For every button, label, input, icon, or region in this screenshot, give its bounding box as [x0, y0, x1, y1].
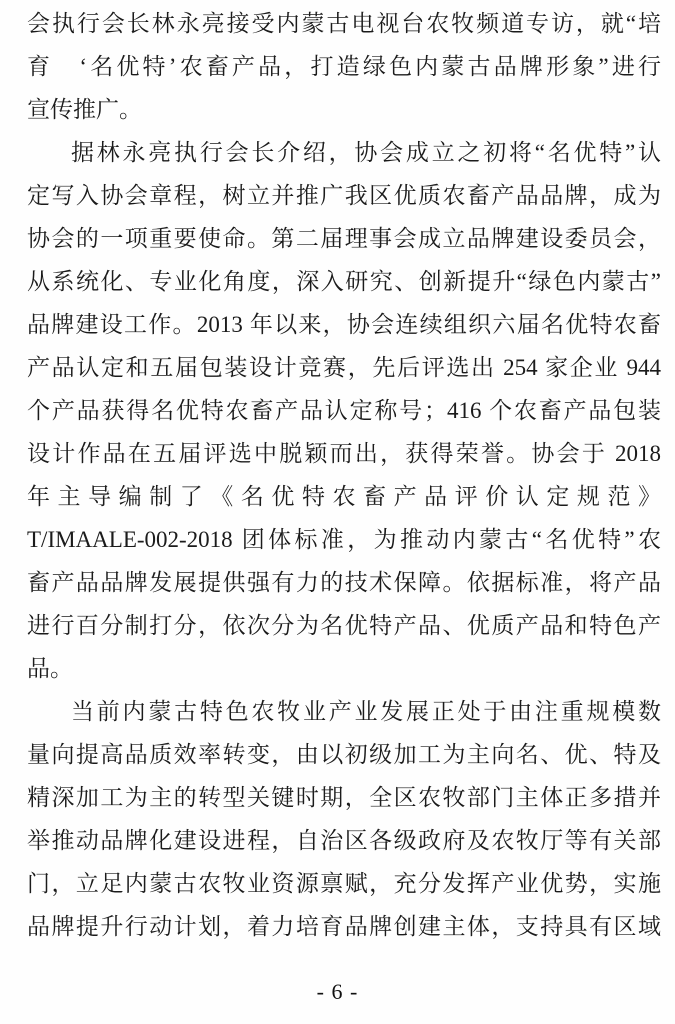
text-line: 门，立足内蒙古农牧业资源禀赋，充分发挥产业优势，实施 — [27, 871, 661, 896]
text-line: 举推动品牌化建设进程，自治区各级政府及农牧厅等有关部 — [27, 828, 661, 853]
text-line: 育 ‘名优特’农畜产品，打造绿色内蒙古品牌形象”进行 — [27, 54, 661, 79]
text-line: 据林永亮执行会长介绍，协会成立之初将“名优特”认 — [71, 140, 661, 165]
text-line: 宣传推广。 — [27, 97, 142, 122]
document-text — [27, 2, 661, 948]
text-line: 定写入协会章程，树立并推广我区优质农畜产品品牌，成为 — [27, 183, 661, 208]
text-line: 品牌提升行动计划，着力培育品牌创建主体，支持具有区域 — [27, 914, 661, 939]
text-line: 个产品获得名优特农畜产品认定称号；416 个农畜产品包装 — [27, 398, 661, 423]
text-line: 品牌建设工作。2013 年以来，协会连续组织六届名优特农畜 — [27, 312, 661, 337]
text-line: 当前内蒙古特色农牧业产业发展正处于由注重规模数 — [71, 699, 661, 724]
text-line: 畜产品品牌发展提供强有力的技术保障。依据标准，将产品 — [27, 570, 661, 595]
text-line: 协会的一项重要使命。第二届理事会成立品牌建设委员会， — [27, 226, 661, 251]
text-line: 年主导编制了《名优特农畜产品评价认定规范》 — [27, 484, 661, 509]
text-line: T/IMAALE-002-2018 团体标准，为推动内蒙古“名优特”农 — [27, 527, 661, 552]
text-line: 进行百分制打分，依次分为名优特产品、优质产品和特色产 — [27, 613, 661, 638]
page-number: - 6 - — [316, 979, 359, 1004]
text-line: 精深加工为主的转型关键时期，全区农牧部门主体正多措并 — [27, 785, 661, 810]
text-line: 量向提高品质效率转变，由以初级加工为主向名、优、特及 — [27, 742, 661, 767]
text-line: 品。 — [27, 656, 73, 681]
text-line: 从系统化、专业化角度，深入研究、创新提升“绿色内蒙古” — [27, 269, 661, 294]
text-line: 产品认定和五届包装设计竞赛，先后评选出 254 家企业 944 — [27, 355, 661, 380]
text-line: 设计作品在五届评选中脱颖而出，获得荣誉。协会于 2018 — [27, 441, 661, 466]
text-line: 会执行会长林永亮接受内蒙古电视台农牧频道专访，就“培 — [27, 11, 661, 36]
